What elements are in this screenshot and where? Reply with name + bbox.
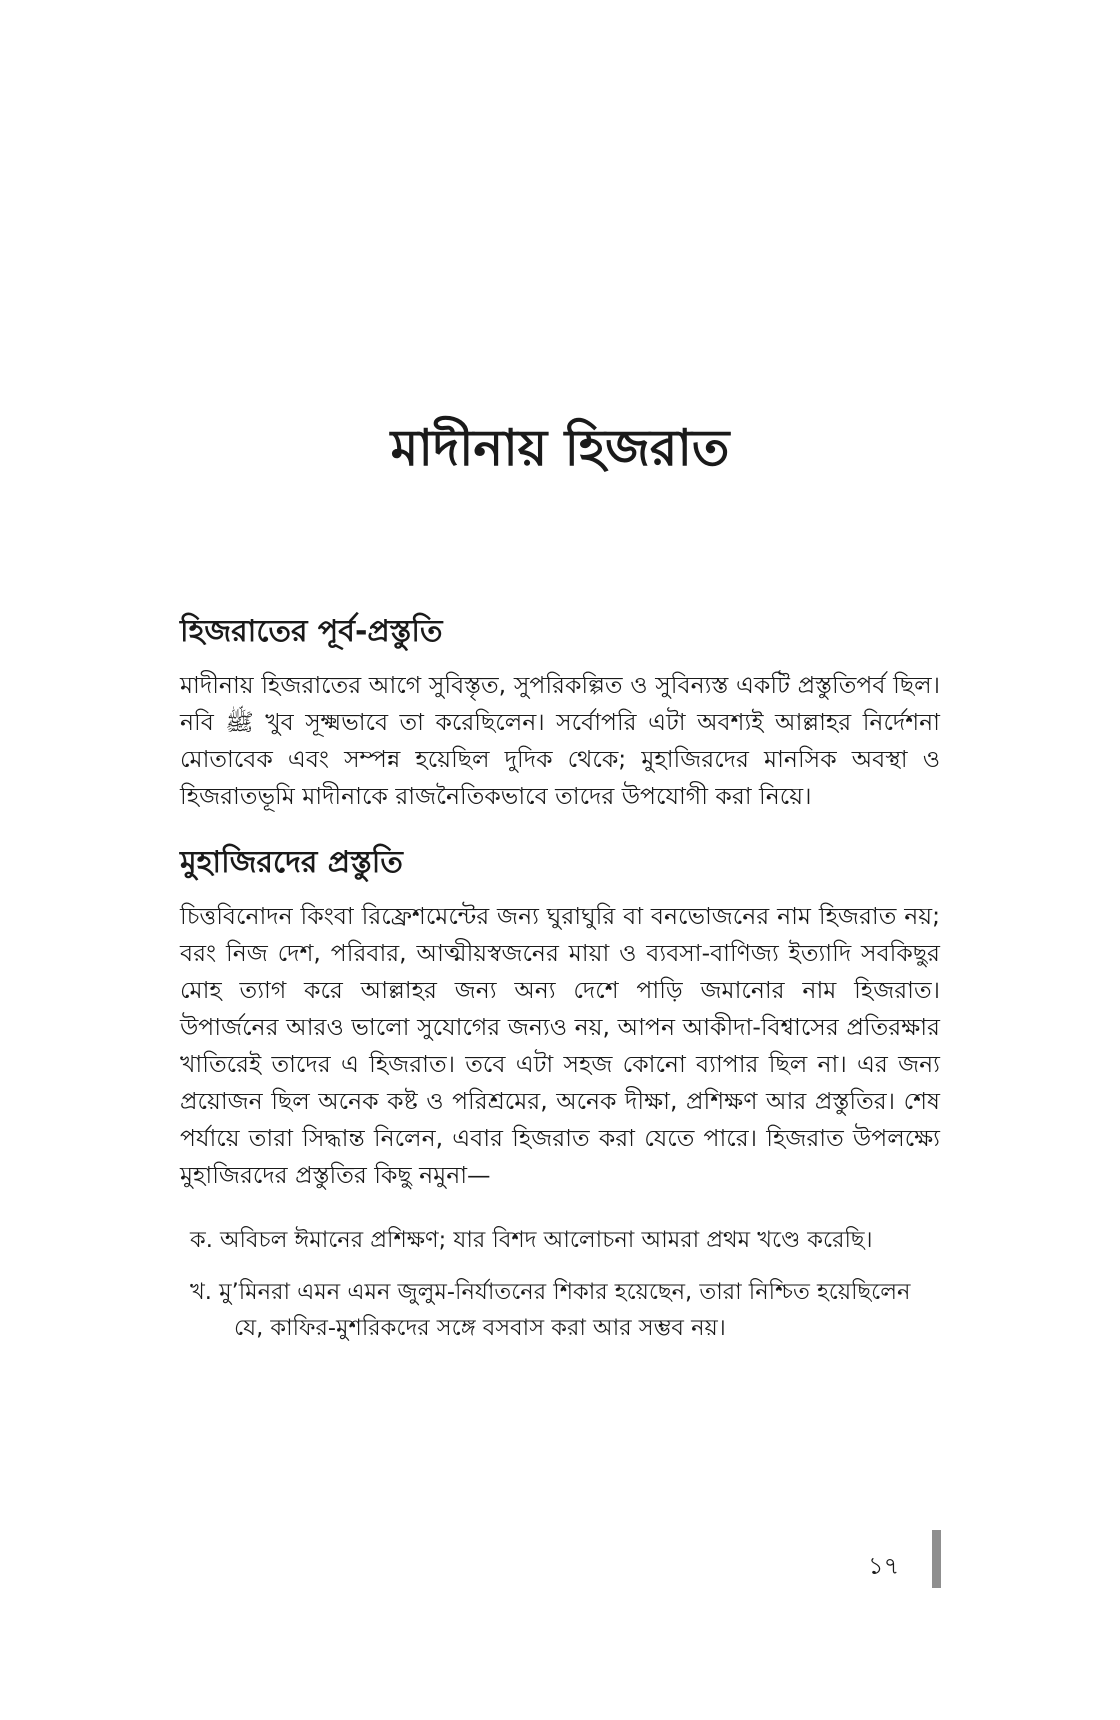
list-item: খ. মু’মিনরা এমন এমন জুলুম-নির্যাতনের শিকার হয়েছেন, তারা নিশ্চিত হয়েছিলেন যে, কাফির-মুশরিকদের সঙ্গে বসবাস করা আর সম্ভব নয়। — [190, 1279, 911, 1341]
chapter-title: মাদীনায় হিজরাত — [390, 419, 730, 477]
preparation-list — [190, 1222, 930, 1346]
section-heading-muhajir-preparation: মুহাজিরদের প্রস্তুতি — [180, 845, 403, 880]
page-body — [180, 612, 940, 1362]
page-number: ১৭ — [868, 1552, 900, 1580]
page-number-rule — [932, 1530, 941, 1588]
section-heading-preparation: হিজরাতের পূর্ব-প্রস্তুতি — [180, 614, 443, 649]
section-paragraph-muhajir-preparation: চিত্তবিনোদন কিংবা রিফ্রেশমেন্টের জন্য ঘুরাঘুরি বা বনভোজনের নাম হিজরাত নয়; বরং নিজ দেশ, পরিবার, আত্মীয়স্বজনের মায়া ও ব্যবসা-বাণিজ্য ইত্যাদি সবকিছুর মোহ ত্যাগ করে আল্লাহর জন্য অন্য দেশে পাড়ি জমানোর নাম হিজরাত। উপার্জনের আরও ভালো সুযোগের জন্যও নয়, আপন আকীদা-বিশ্বাসের প্রতিরক্ষার খাতিরেই তাদের এ হিজরাত। তবে এটা সহজ কোনো ব্যাপার ছিল না। এর জন্য প্রয়োজন ছিল অনেক কষ্ট ও পরিশ্রমের, অনেক দীক্ষা, প্রশিক্ষণ আর প্রস্তুতির। শেষ পর্যায়ে তারা সিদ্ধান্ত নিলেন, এবার হিজরাত করা যেতে পারে। হিজরাত উপলক্ষ্যে মুহাজিরদের প্রস্তুতির কিছু নমুনা— — [180, 902, 940, 1189]
section-paragraph-preparation: মাদীনায় হিজরাতের আগে সুবিস্তৃত, সুপরিকল্পিত ও সুবিন্যস্ত একটি প্রস্তুতিপর্ব ছিল। নবি ﷺ খুব সূক্ষ্মভাবে তা করেছিলেন। সর্বোপরি এটা অবশ্যই আল্লাহর নির্দেশনা মোতাবেক এবং সম্পন্ন হয়েছিল দুদিক থেকে; মুহাজিরদের মানসিক অবস্থা ও হিজরাতভূমি মাদীনাকে রাজনৈতিকভাবে তাদের উপযোগী করা নিয়ে। — [180, 671, 940, 810]
list-item: ক. অবিচল ঈমানের প্রশিক্ষণ; যার বিশদ আলোচনা আমরা প্রথম খণ্ডে করেছি। — [190, 1227, 873, 1253]
